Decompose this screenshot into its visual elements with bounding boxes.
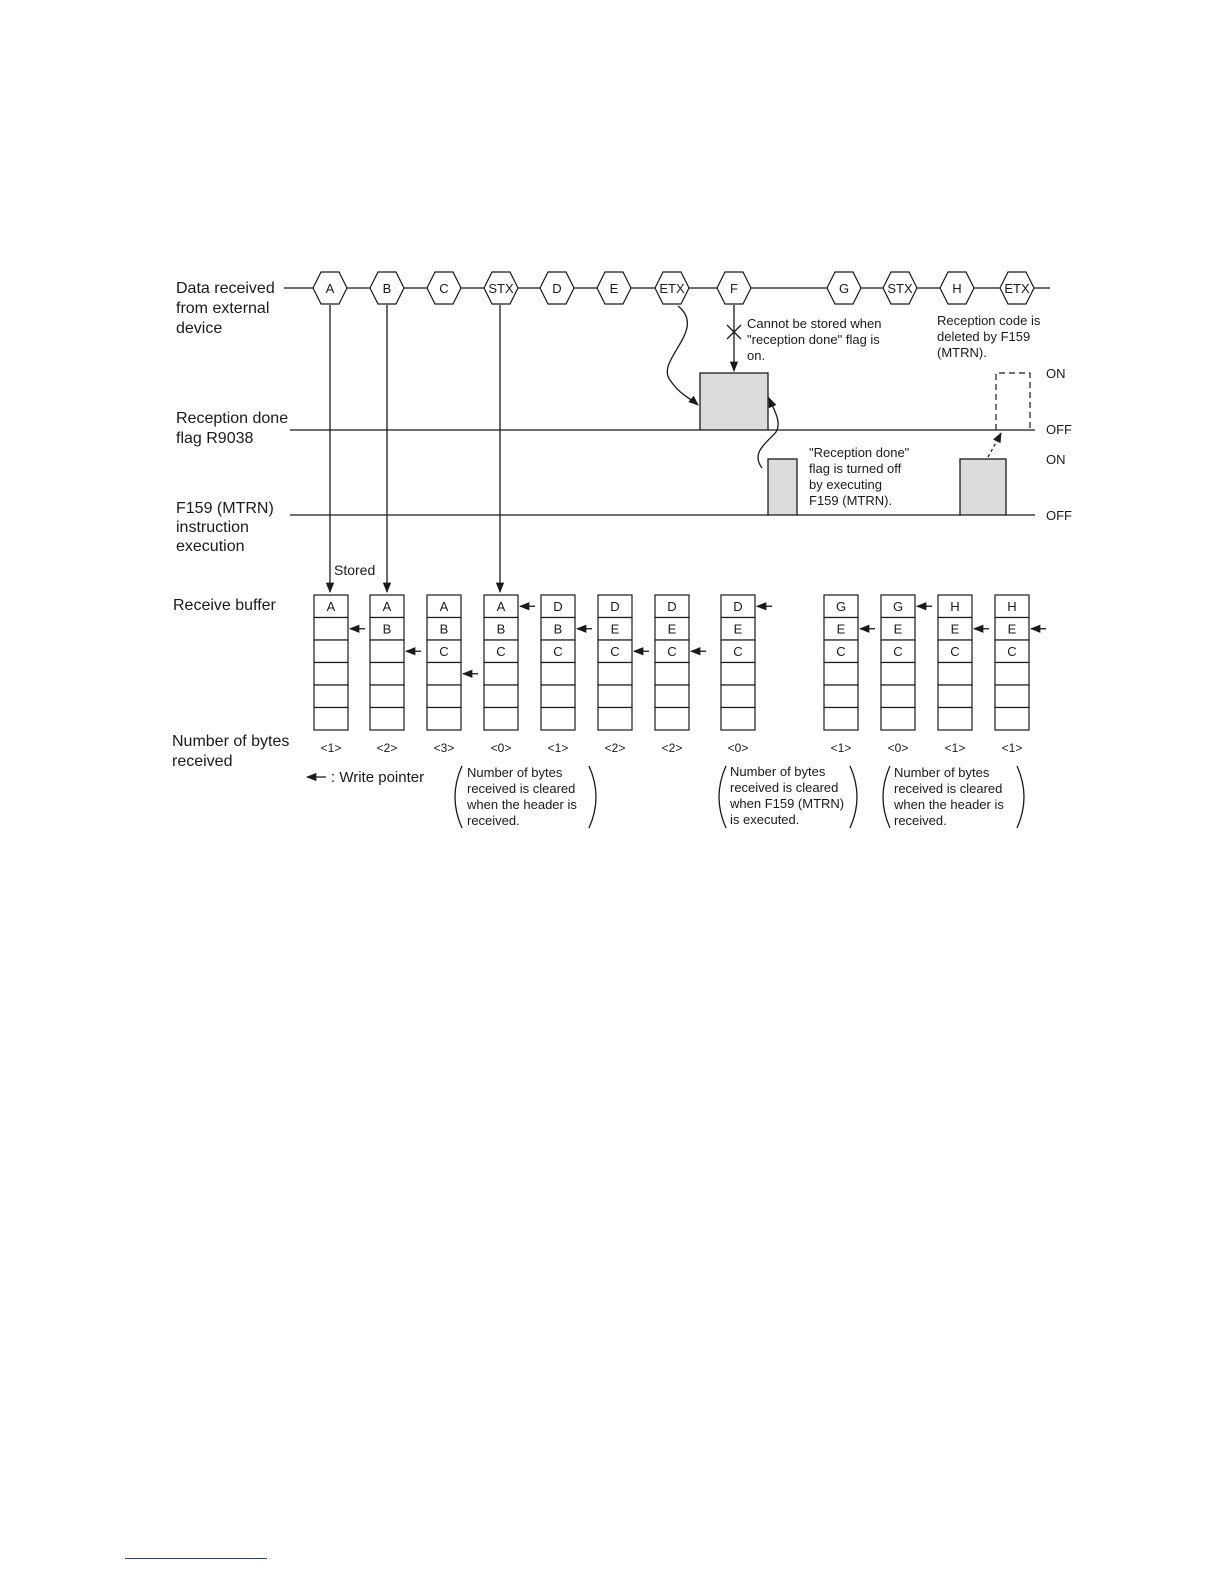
buffer-cell xyxy=(427,708,461,731)
label-f159-line-1: F159 (MTRN) xyxy=(176,500,274,517)
buffer-cell xyxy=(655,708,689,731)
buffer-cell xyxy=(541,663,575,686)
buffer-cell xyxy=(881,663,915,686)
buffer-cell xyxy=(370,685,404,708)
stream-token-label: B xyxy=(382,281,392,296)
stream-token-f-7 xyxy=(717,272,751,304)
etx-to-flag-arrow xyxy=(667,306,698,405)
f159-off-label: OFF xyxy=(1046,508,1072,523)
note-cannot-store-line-3: on. xyxy=(747,348,766,363)
buffer-cell-value: G xyxy=(892,599,904,614)
buffer-cell-value: C xyxy=(667,644,677,659)
f159-to-code-delete-arrow xyxy=(988,433,1001,457)
reception-flag-signal xyxy=(290,366,1072,437)
buffer-cell-value: A xyxy=(382,599,392,614)
buffer-cell-value: C xyxy=(439,644,449,659)
note-reception-code-deleted xyxy=(937,313,1041,360)
bytes-count: <3> xyxy=(433,741,455,755)
label-receive-buffer: Receive buffer xyxy=(173,597,276,614)
bytes-count: <1> xyxy=(830,741,852,755)
buffer-cell xyxy=(881,685,915,708)
label-data-received xyxy=(176,280,275,337)
stored-label: Stored xyxy=(334,562,376,578)
bytes-count: <1> xyxy=(944,741,966,755)
receive-buffer-8 xyxy=(721,595,772,755)
label-reception-flag-line-2: flag R9038 xyxy=(176,430,254,447)
note-cleared-1-line-2: received is cleared xyxy=(467,781,576,796)
buffer-cell-value: A xyxy=(439,599,449,614)
buffer-cell xyxy=(824,708,858,731)
buffer-cell-value: E xyxy=(610,621,620,637)
buffer-cell-value: E xyxy=(733,621,743,637)
bracket-right-1 xyxy=(589,766,596,828)
stream-token-d-4 xyxy=(540,272,574,304)
bytes-count: <2> xyxy=(604,741,626,755)
stream-token-label: STX xyxy=(887,281,913,296)
receive-buffer-9 xyxy=(824,595,875,755)
label-f159-line-3: execution xyxy=(176,538,245,555)
note-code-deleted-line-3: (MTRN). xyxy=(937,345,987,360)
bytes-count: <1> xyxy=(320,741,342,755)
buffer-cell xyxy=(427,685,461,708)
receive-buffer-11 xyxy=(938,595,989,755)
f159-signal xyxy=(290,452,1072,523)
buffer-cell xyxy=(655,663,689,686)
bracket-left-2 xyxy=(719,766,726,828)
buffer-cell xyxy=(370,708,404,731)
receive-buffers xyxy=(314,595,1046,755)
note-cleared-2-line-2: received is cleared xyxy=(730,780,839,795)
note-cleared-3-line-4: received. xyxy=(894,813,947,828)
buffer-cell xyxy=(598,708,632,731)
buffer-cell xyxy=(721,663,755,686)
f159-pulse-1 xyxy=(768,459,797,515)
buffer-cell-value: C xyxy=(733,644,743,659)
note-cleared-header-2 xyxy=(883,765,1024,828)
stream-token-label: D xyxy=(552,281,562,296)
receive-buffer-4 xyxy=(484,595,535,755)
buffer-cell-value: E xyxy=(667,621,677,637)
bracket-right-2 xyxy=(850,766,857,828)
buffer-cell xyxy=(938,708,972,731)
stream-token-label: F xyxy=(730,281,738,296)
stream-token-label: H xyxy=(952,281,962,296)
receive-buffer-1 xyxy=(314,595,365,755)
buffer-cell-value: E xyxy=(950,621,960,637)
stream-token-c-2 xyxy=(427,272,461,304)
buffer-cell xyxy=(370,663,404,686)
label-data-received-line-3: device xyxy=(176,320,223,337)
f159-pulse-2 xyxy=(960,459,1006,515)
flag-on-label: ON xyxy=(1046,366,1066,381)
buffer-cell xyxy=(314,618,348,641)
buffer-cell-value: E xyxy=(893,621,903,637)
f159-on-label: ON xyxy=(1046,452,1066,467)
label-f159-execution xyxy=(176,500,274,555)
label-bytes-line-1: Number of bytes xyxy=(172,733,290,750)
stream-token-label: STX xyxy=(488,281,514,296)
note-cleared-f159 xyxy=(719,764,857,828)
label-reception-flag xyxy=(176,410,288,447)
stream-token-label: G xyxy=(838,281,850,296)
receive-buffer-3 xyxy=(427,595,478,755)
buffer-cell-value: B xyxy=(439,621,449,637)
stream-token-etx-6 xyxy=(655,272,689,304)
buffer-cell xyxy=(541,708,575,731)
footnote-rule xyxy=(125,1558,267,1559)
buffer-cell-value: C xyxy=(496,644,506,659)
note-flag-off-line-3: by executing xyxy=(809,477,882,492)
buffer-cell xyxy=(881,708,915,731)
note-flag-off-line-1: "Reception done" xyxy=(809,445,910,460)
bytes-count: <0> xyxy=(490,741,512,755)
bytes-count: <1> xyxy=(547,741,569,755)
note-cleared-1-line-3: when the header is xyxy=(467,797,577,812)
stream-token-label: A xyxy=(325,281,335,296)
stream-token-label: ETX xyxy=(659,281,685,296)
buffer-cell-value: B xyxy=(382,621,392,637)
buffer-cell-value: B xyxy=(496,621,506,637)
buffer-cell xyxy=(938,663,972,686)
note-flag-off-line-2: flag is turned off xyxy=(809,461,902,476)
buffer-cell-value: D xyxy=(667,599,677,614)
receive-buffer-12 xyxy=(995,595,1046,755)
note-cleared-3-line-1: Number of bytes xyxy=(894,765,990,780)
stream-token-label: C xyxy=(439,281,449,296)
buffer-cell-value: E xyxy=(1007,621,1017,637)
flag-dashed-pulse xyxy=(996,373,1030,430)
buffer-cell xyxy=(824,663,858,686)
label-data-received-line-2: from external xyxy=(176,300,270,317)
flag-off-label: OFF xyxy=(1046,422,1072,437)
buffer-cell-value: C xyxy=(893,644,903,659)
stream-token-stx-9 xyxy=(883,272,917,304)
flag-on-pulse xyxy=(700,373,768,430)
buffer-cell xyxy=(598,685,632,708)
buffer-cell xyxy=(314,663,348,686)
bytes-count: <0> xyxy=(887,741,909,755)
buffer-cell-value: A xyxy=(496,599,506,614)
buffer-cell xyxy=(995,663,1029,686)
buffer-cell-value: E xyxy=(836,621,846,637)
buffer-cell xyxy=(721,685,755,708)
note-cleared-1-line-4: received. xyxy=(467,813,520,828)
buffer-cell-value: C xyxy=(1007,644,1017,659)
note-cleared-2-line-4: is executed. xyxy=(730,812,800,827)
buffer-cell xyxy=(655,685,689,708)
label-reception-flag-line-1: Reception done xyxy=(176,410,289,427)
stream-token-h-10 xyxy=(940,272,974,304)
buffer-cell-value: C xyxy=(836,644,846,659)
stream-token-a-0 xyxy=(313,272,347,304)
buffer-cell-value: C xyxy=(610,644,620,659)
label-f159-line-2: instruction xyxy=(176,519,249,536)
label-bytes-line-2: received xyxy=(172,753,233,770)
stream-token-e-5 xyxy=(597,272,631,304)
bracket-right-3 xyxy=(1017,766,1024,828)
bytes-count: <2> xyxy=(661,741,683,755)
note-cleared-3-line-3: when the header is xyxy=(894,797,1004,812)
buffer-cell-value: D xyxy=(610,599,620,614)
note-cleared-2-line-3: when F159 (MTRN) xyxy=(730,796,845,811)
note-flag-off-line-4: F159 (MTRN). xyxy=(809,493,893,508)
buffer-cell-value: B xyxy=(553,621,563,637)
note-cannot-store xyxy=(747,316,881,363)
bytes-count: <2> xyxy=(376,741,398,755)
buffer-cell xyxy=(427,663,461,686)
receive-buffer-5 xyxy=(541,595,592,755)
buffer-cell-value: G xyxy=(835,599,847,614)
stream-token-label: E xyxy=(609,281,619,296)
bytes-count: <1> xyxy=(1001,741,1023,755)
data-stream xyxy=(284,272,1050,304)
buffer-cell xyxy=(484,663,518,686)
buffer-cell xyxy=(995,708,1029,731)
stream-token-g-8 xyxy=(827,272,861,304)
buffer-cell xyxy=(484,685,518,708)
bracket-left-3 xyxy=(883,766,890,828)
stream-token-b-1 xyxy=(370,272,404,304)
receive-buffer-2 xyxy=(370,595,421,755)
note-cleared-1-line-1: Number of bytes xyxy=(467,765,563,780)
buffer-cell xyxy=(370,640,404,663)
buffer-cell xyxy=(314,685,348,708)
legend-write-pointer-label: : Write pointer xyxy=(331,769,425,786)
write-pointer-legend xyxy=(307,769,424,786)
buffer-cell-value: C xyxy=(950,644,960,659)
note-flag-turned-off xyxy=(809,445,910,508)
buffer-cell xyxy=(314,640,348,663)
store-arrows xyxy=(330,305,500,592)
label-bytes-received xyxy=(172,733,289,770)
receive-buffer-6 xyxy=(598,595,649,755)
buffer-cell xyxy=(598,663,632,686)
bytes-count: <0> xyxy=(727,741,749,755)
note-cannot-store-line-2: "reception done" flag is xyxy=(747,332,880,347)
note-cannot-store-line-1: Cannot be stored when xyxy=(747,316,882,331)
buffer-cell-value: D xyxy=(553,599,563,614)
label-data-received-line-1: Data received xyxy=(176,280,275,297)
buffer-cell-value: H xyxy=(1007,599,1017,614)
note-code-deleted-line-1: Reception code is xyxy=(937,313,1041,328)
receive-buffer-10 xyxy=(881,595,932,755)
buffer-cell-value: A xyxy=(326,599,336,614)
buffer-cell xyxy=(541,685,575,708)
note-code-deleted-line-2: deleted by F159 xyxy=(937,329,1031,344)
buffer-cell-value: D xyxy=(733,599,743,614)
stream-token-label: ETX xyxy=(1004,281,1030,296)
buffer-cell-value: H xyxy=(950,599,960,614)
note-cleared-header-1 xyxy=(455,765,596,828)
buffer-cell xyxy=(938,685,972,708)
buffer-cell-value: C xyxy=(553,644,563,659)
buffer-cell xyxy=(484,708,518,731)
bracket-left-1 xyxy=(455,766,462,828)
receive-buffer-7 xyxy=(655,595,706,755)
buffer-cell xyxy=(721,708,755,731)
buffer-cell xyxy=(314,708,348,731)
buffer-cell xyxy=(995,685,1029,708)
buffer-cell xyxy=(824,685,858,708)
stream-token-stx-3 xyxy=(484,272,518,304)
note-cleared-3-line-2: received is cleared xyxy=(894,781,1003,796)
stream-token-etx-11 xyxy=(1000,272,1034,304)
note-cleared-2-line-1: Number of bytes xyxy=(730,764,826,779)
